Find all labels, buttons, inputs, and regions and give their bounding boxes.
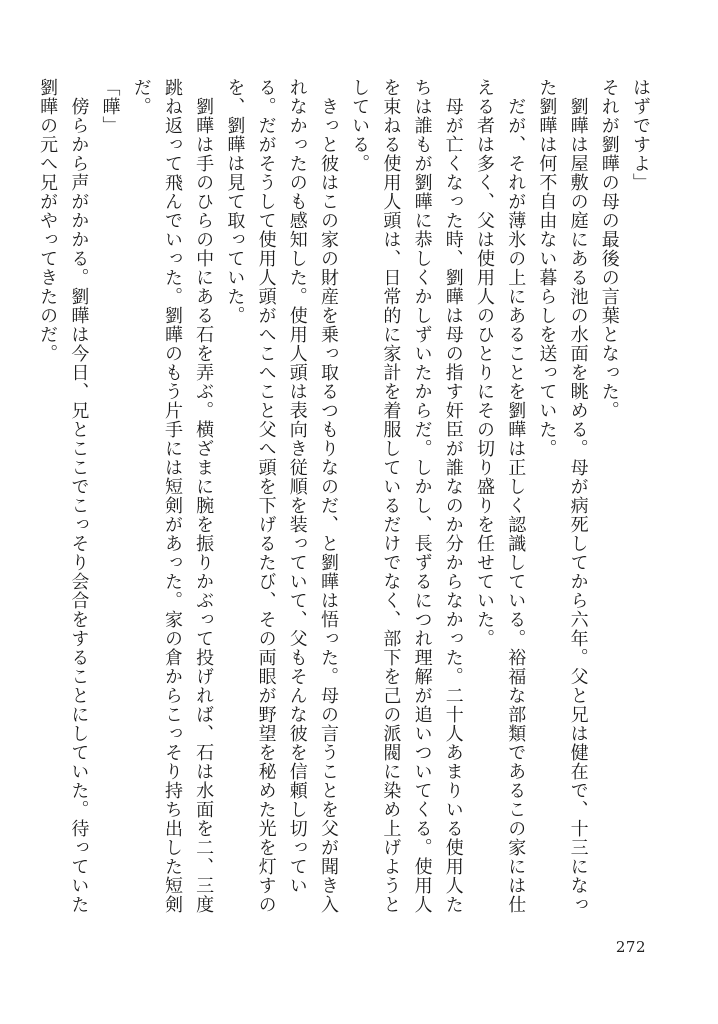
paragraph: それが劉曄の母の最後の言葉となった。 — [598, 78, 620, 420]
paragraph: 「曄」 — [99, 78, 121, 135]
paragraph: 劉曄は屋敷の庭にある池の水面を眺める。母が病死してから六年。父と兄は健在で、十三になった劉曄は何不自由ない暮らしを送っていた。 — [536, 78, 589, 914]
paragraph: はずですよ」 — [630, 78, 651, 192]
paragraph: 劉曄は手のひらの中にある石を弄ぶ。横ざまに腕を振りかぶって投げれば、石は水面を二、三度跳ね返って飛んでいった。劉曄のもう片手には短剣があった。家の倉からこっそり持ち出した短剣だ。 — [130, 78, 215, 914]
paragraph: 母が亡くなった時、劉曄は母の指す奸臣が誰なのか分からなかった。二十人あまりいる使用人たちは誰もが劉曄に恭しくかしずいたからだ。しかし、長ずるにつれ理解が追いついてくる。使用人を束ねる使用人頭は、日常的に家計を着服しているだけでなく、部下を己の派閥に染め上げようとしている。 — [349, 78, 464, 914]
page-number: 272 — [615, 938, 646, 956]
vertical-text-body — [37, 78, 656, 918]
paragraph: だが、それが薄氷の上にあることを劉曄は正しく認識している。裕福な部類であるこの家には仕える者は多く、父は使用人のひとりにその切り盛りを任せていた。 — [473, 78, 527, 914]
paragraph: きっと彼はこの家の財産を乗っ取るつもりなのだ、と劉曄は悟った。母の言うことを父が聞き入れなかったのも感知した。使用人頭は表向き従順を装っていて、父もそんな彼を信頼し切っている。だがそうして使用人頭がへこへこと父へ頭を下げるたび、その両眼が野望を秘めた光を灯すのを、劉曄は見て取っていた。 — [224, 78, 339, 914]
paragraph: 傍らから声がかかる。劉曄は今日、兄とここでこっそり会合をすることにしていた。待っていた劉曄の元へ兄がやってきたのだ。 — [37, 78, 90, 914]
